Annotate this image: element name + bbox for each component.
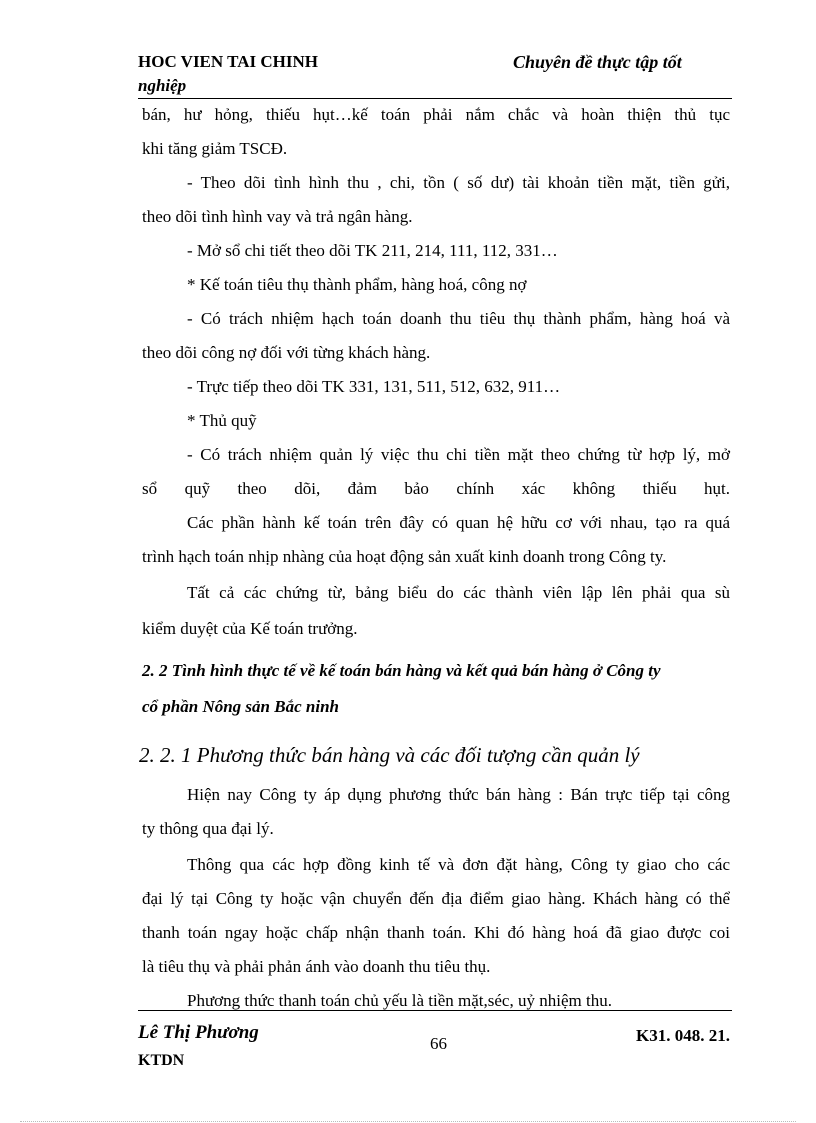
body-line: - Theo dõi tình hình thu , chi, tồn ( số dư) tài khoản tiền mặt, tiền gửi, [187,173,730,192]
body-line: - Mở sổ chi tiết theo dõi TK 211, 214, 111, 112, 331… [187,241,558,260]
header-title: Chuyên đề thực tập tốt [513,52,682,72]
body-line: sổ quỹ theo dõi, đảm bảo chính xác không thiếu hụt. [142,479,730,498]
body-line: bán, hư hỏng, thiếu hụt…kế toán phải nắm chắc và hoàn thiện thủ tục [142,105,730,124]
body-line: * Thủ quỹ [187,411,257,430]
body-line: - Có trách nhiệm hạch toán doanh thu tiêu thụ thành phẩm, hàng hoá và [187,309,730,328]
body-line: kiểm duyệt của Kế toán trưởng. [142,619,358,638]
body-line: Hiện nay Công ty áp dụng phương thức bán hàng : Bán trực tiếp tại công [187,785,730,804]
page-footer [138,1022,732,1082]
section-title-cont: cổ phần Nông sản Bắc ninh [142,697,339,716]
body-line: là tiêu thụ và phải phản ánh vào doanh thu tiêu thụ. [142,957,491,976]
header-school: HOC VIEN TAI CHINH [138,52,318,71]
body-line: Tất cả các chứng từ, bảng biểu do các thành viên lập lên phải qua sù [187,583,730,602]
section-title: 2. 2 Tình hình thực tế về kế toán bán hàng và kết quả bán hàng ở Công ty [142,661,661,680]
body-line: thanh toán ngay hoặc chấp nhận thanh toán. Khi đó hàng hoá đã giao được coi [142,923,730,942]
author-dept: KTDN [138,1052,185,1069]
body-line: trình hạch toán nhịp nhàng của hoạt động sản xuất kinh doanh trong Công ty. [142,547,667,566]
page-header [138,52,732,98]
page-bottom-divider [20,1121,796,1122]
header-school-cont: nghiệp [138,76,187,95]
body-line: Thông qua các hợp đồng kinh tế và đơn đặt hàng, Công ty giao cho các [187,855,730,874]
author-name: Lê Thị Phương [138,1022,259,1043]
body-line: theo dõi công nợ đối với từng khách hàng. [142,343,431,362]
page-number: 66 [430,1034,447,1053]
body-line: Phương thức thanh toán chủ yếu là tiền mặt,séc, uỷ nhiệm thu. [187,991,612,1010]
footer-rule [138,1010,732,1011]
body-line: khi tăng giảm TSCĐ. [142,139,288,158]
student-code: K31. 048. 21. [636,1026,730,1045]
body-line: Các phần hành kế toán trên đây có quan hệ hữu cơ với nhau, tạo ra quá [187,513,730,532]
body-line: ty thông qua đại lý. [142,819,274,838]
subsection-title: 2. 2. 1 Phương thức bán hàng và các đối tượng cần quản lý [139,743,640,767]
body-line: - Có trách nhiệm quản lý việc thu chi tiền mặt theo chứng từ hợp lý, mở [187,445,730,464]
body-line: - Trực tiếp theo dõi TK 331, 131, 511, 512, 632, 911… [187,377,561,396]
body-line: theo dõi tình hình vay và trả ngân hàng. [142,207,413,226]
body-line: * Kế toán tiêu thụ thành phẩm, hàng hoá, công nợ [187,275,527,294]
body-line: đại lý tại Công ty hoặc vận chuyển đến địa điểm giao hàng. Khách hàng có thể [142,889,730,908]
